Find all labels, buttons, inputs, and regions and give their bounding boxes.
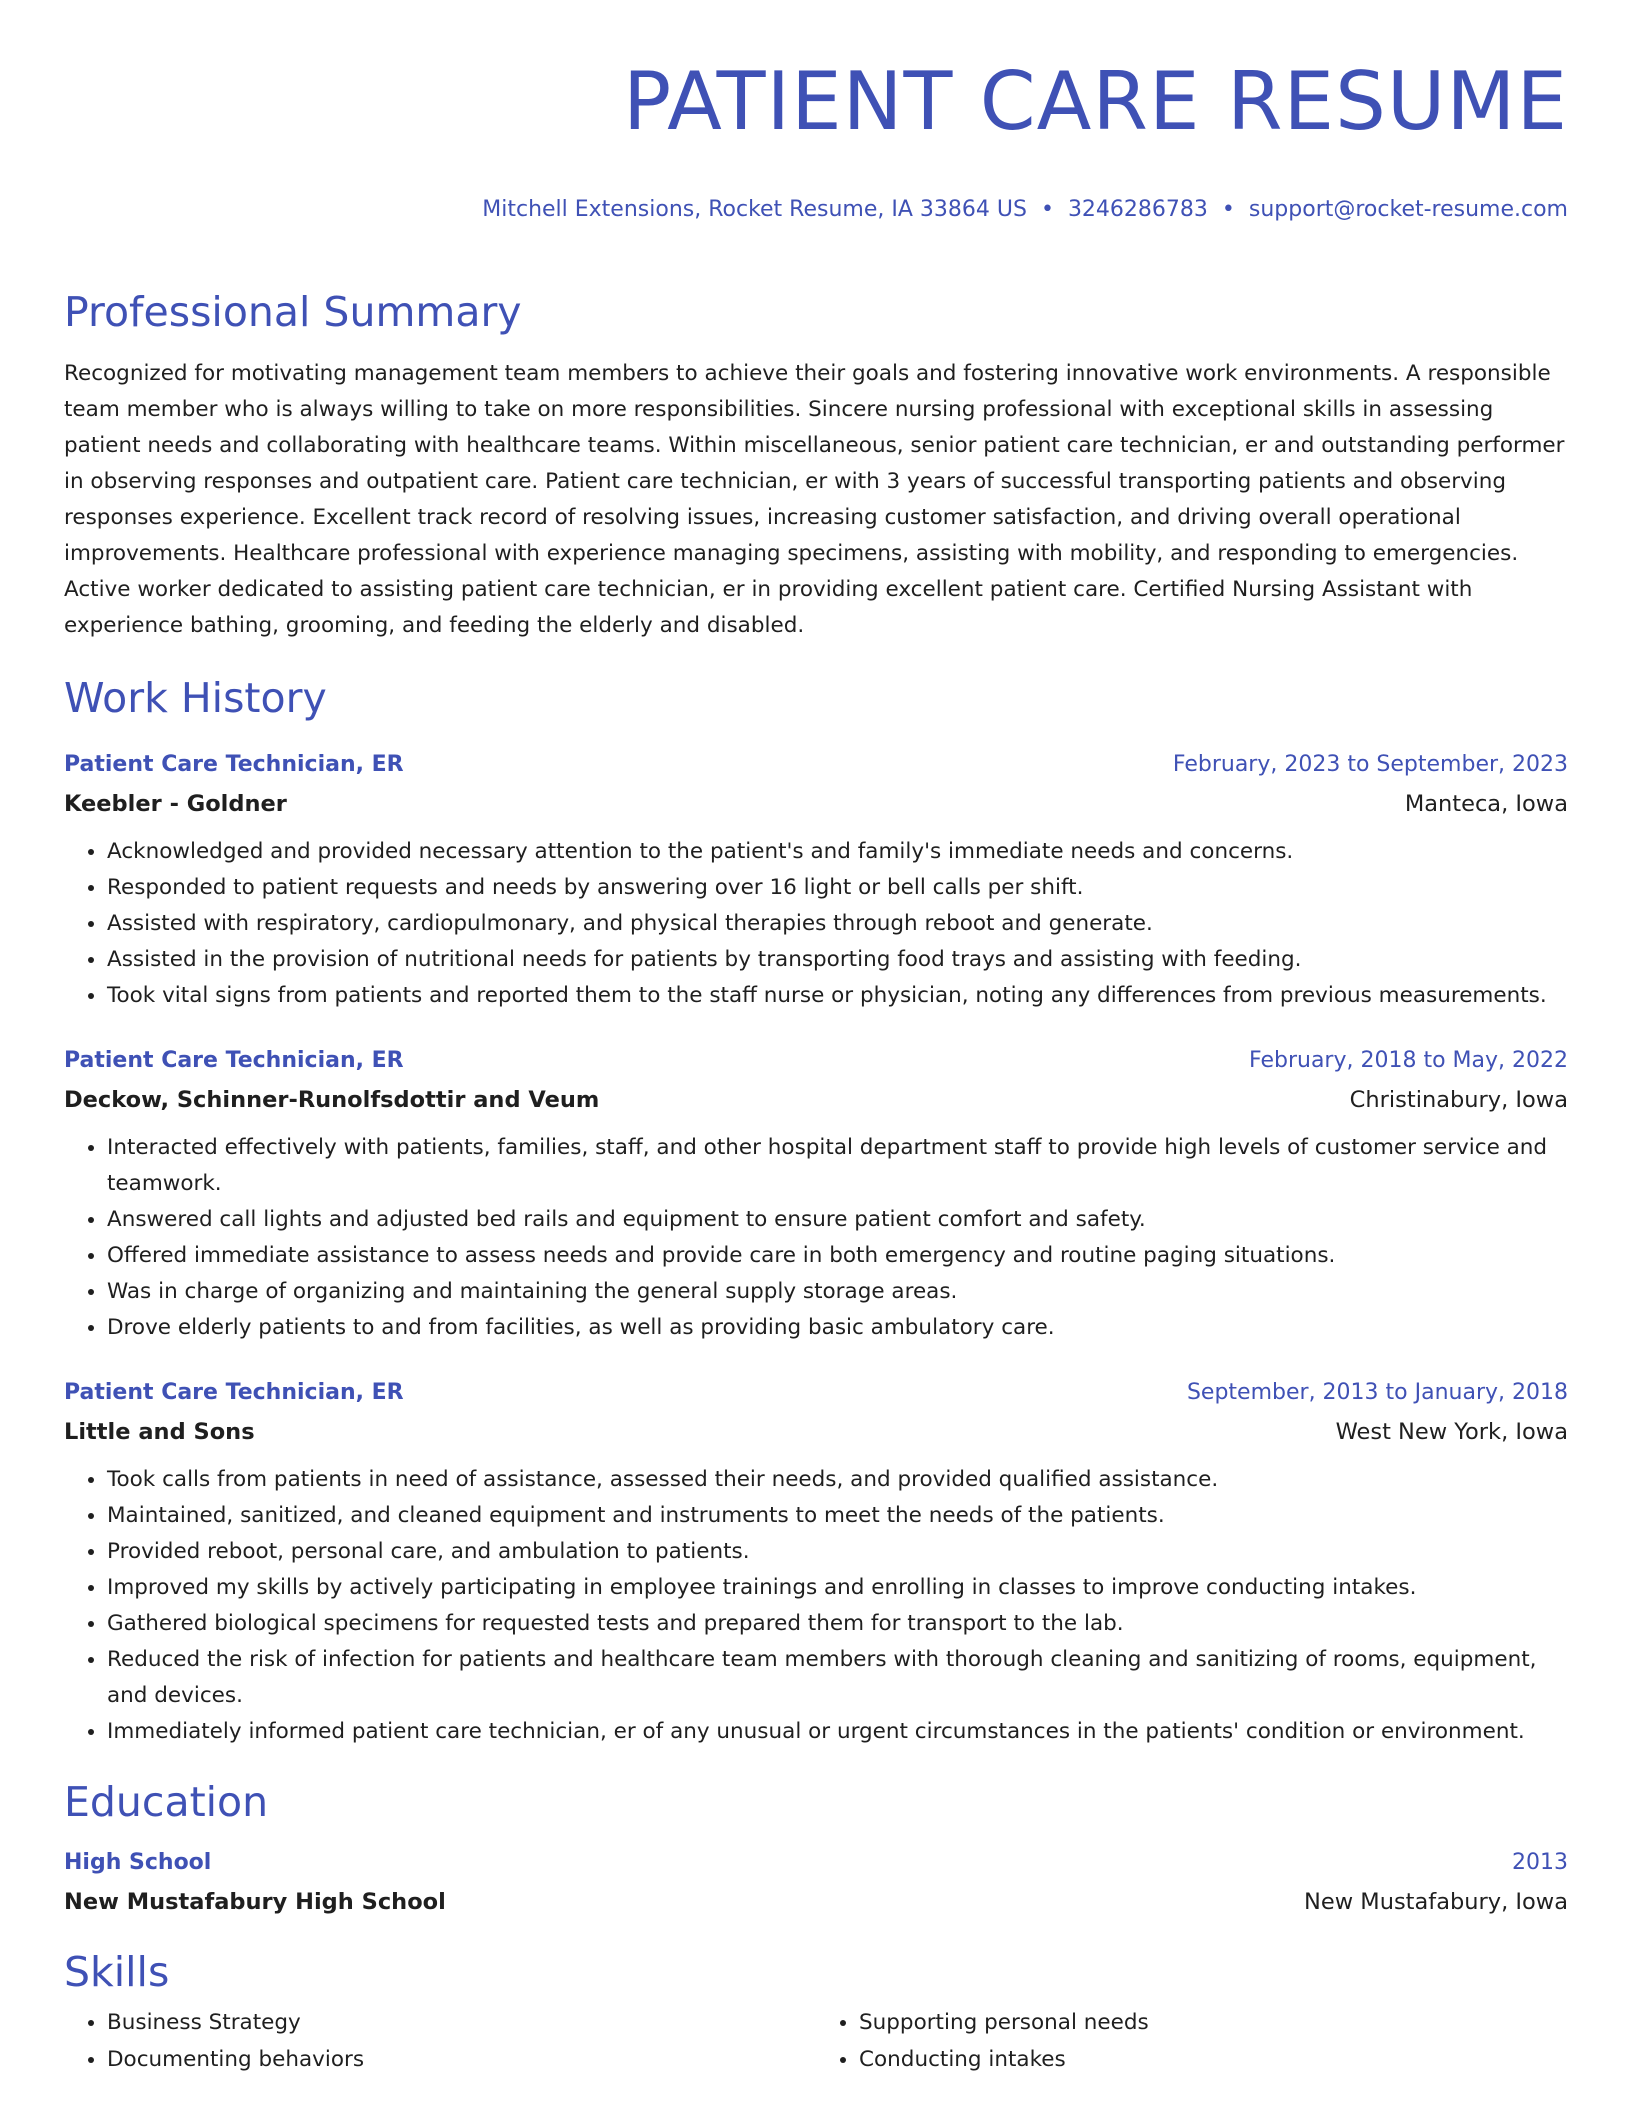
job-bullet: • Provided reboot, personal care, and ambulation to patients. [107, 1534, 1568, 1570]
job-entry [64, 1042, 1568, 1346]
education-heading: Education [64, 1778, 269, 1826]
work-history-heading: Work History [64, 674, 327, 722]
job-bullet: • Gathered biological specimens for requested tests and prepared them for transport to the lab. [107, 1606, 1568, 1642]
skill-item: • Documenting behaviors [107, 2041, 816, 2078]
job-location: West New York, Iowa [1335, 1419, 1568, 1445]
job-bullet: • Offered immediate assistance to assess needs and provide care in both emergency and routine paging situations. [107, 1238, 1568, 1274]
job-company: Keebler - Goldner [64, 791, 287, 817]
education-location: New Mustafabury, Iowa [1304, 1889, 1568, 1915]
education-school-row [64, 1882, 1568, 1922]
job-bullet: • Reduced the risk of infection for patients and healthcare team members with thorough cleaning and sanitizing of rooms, equipment, and devices. [107, 1642, 1568, 1714]
job-bullet: • Acknowledged and provided necessary attention to the patient's and family's immediate needs and concerns. [107, 834, 1568, 870]
skills-heading: Skills [64, 1948, 170, 1996]
job-location: Christinabury, Iowa [1349, 1087, 1568, 1113]
job-title: Patient Care Technician, ER [64, 752, 404, 777]
job-company-row [64, 1080, 1568, 1120]
contact-address: Mitchell Extensions, Rocket Resume, IA 33864 US [482, 197, 1027, 222]
job-company: Little and Sons [64, 1419, 255, 1445]
job-bullet: • Immediately informed patient care technician, er of any unusual or urgent circumstances in the patients' condition or environment. [107, 1714, 1568, 1750]
job-dates: February, 2023 to September, 2023 [1172, 752, 1568, 777]
education-entry [64, 1844, 1568, 1922]
job-bullet: • Maintained, sanitized, and cleaned equipment and instruments to meet the needs of the patients. [107, 1498, 1568, 1534]
skills-column-right [816, 2004, 1568, 2078]
job-bullet: • Responded to patient requests and needs by answering over 16 light or bell calls per shift. [107, 870, 1568, 906]
education-school: New Mustafabury High School [64, 1889, 446, 1915]
job-bullet: • Was in charge of organizing and maintaining the general supply storage areas. [107, 1274, 1568, 1310]
job-location: Manteca, Iowa [1404, 791, 1568, 817]
summary-heading: Professional Summary [64, 288, 522, 336]
job-bullets [64, 1462, 1568, 1750]
summary-text: Recognized for motivating management team members to achieve their goals and fostering innovative work environments. A responsible team member who is always willing to take on more responsibilities. Sincere nursing professional with exceptional skills in assessing patient needs and collaborating with healthcare teams. Within miscellaneous, senior patient care technician, er and outstanding performer in observing responses and outpatient care. Patient care technician, er with 3 years of successful transporting patients and observing responses experience. Excellent track record of resolving issues, increasing customer satisfaction, and driving overall operational improvements. Healthcare professional with experience managing specimens, assisting with mobility, and responding to emergencies. Active worker dedicated to assisting patient care technician, er in providing excellent patient care. Certified Nursing Assistant with experience bathing, grooming, and feeding the elderly and disabled. [64, 361, 1565, 638]
job-bullet: • Drove elderly patients to and from facilities, as well as providing basic ambulatory care. [107, 1310, 1568, 1346]
contact-line [64, 196, 1568, 224]
resume-title: PATIENT CARE RESUME [623, 55, 1568, 148]
job-entry [64, 1374, 1568, 1750]
skill-item: • Business Strategy [107, 2004, 816, 2041]
job-title: Patient Care Technician, ER [64, 1048, 404, 1073]
job-bullet: • Interacted effectively with patients, families, staff, and other hospital department staff to provide high levels of customer service and teamwork. [107, 1130, 1568, 1202]
contact-phone: 3246286783 [1067, 197, 1208, 222]
education-degree: High School [64, 1850, 212, 1875]
job-bullets [64, 1130, 1568, 1346]
job-bullet: • Assisted in the provision of nutritional needs for patients by transporting food trays and assisting with feeding. [107, 942, 1568, 978]
job-company: Deckow, Schinner-Runolfsdottir and Veum [64, 1087, 600, 1113]
job-company-row [64, 784, 1568, 824]
job-dates: September, 2013 to January, 2018 [1186, 1380, 1568, 1405]
job-bullet: • Took vital signs from patients and reported them to the staff nurse or physician, noting any differences from previous measurements. [107, 978, 1568, 1014]
contact-email: support@rocket-resume.com [1248, 197, 1568, 222]
job-entry [64, 746, 1568, 1014]
education-header-row [64, 1844, 1568, 1882]
skills-column-left [64, 2004, 816, 2078]
education-year: 2013 [1512, 1850, 1568, 1875]
job-company-row [64, 1412, 1568, 1452]
job-header-row [64, 1042, 1568, 1080]
contact-separator: • [1040, 197, 1054, 222]
skill-item: • Conducting intakes [859, 2041, 1568, 2078]
job-bullet: • Assisted with respiratory, cardiopulmonary, and physical therapies through reboot and generate. [107, 906, 1568, 942]
job-header-row [64, 1374, 1568, 1412]
job-bullet: • Improved my skills by actively participating in employee trainings and enrolling in classes to improve conducting intakes. [107, 1570, 1568, 1606]
job-bullet: • Took calls from patients in need of assistance, assessed their needs, and provided qualified assistance. [107, 1462, 1568, 1498]
job-bullets [64, 834, 1568, 1014]
skill-item: • Supporting personal needs [859, 2004, 1568, 2041]
job-dates: February, 2018 to May, 2022 [1249, 1048, 1568, 1073]
job-header-row [64, 746, 1568, 784]
job-title: Patient Care Technician, ER [64, 1380, 404, 1405]
job-bullet: • Answered call lights and adjusted bed rails and equipment to ensure patient comfort and safety. [107, 1202, 1568, 1238]
skills-list [64, 2004, 1568, 2078]
contact-separator: • [1221, 197, 1235, 222]
